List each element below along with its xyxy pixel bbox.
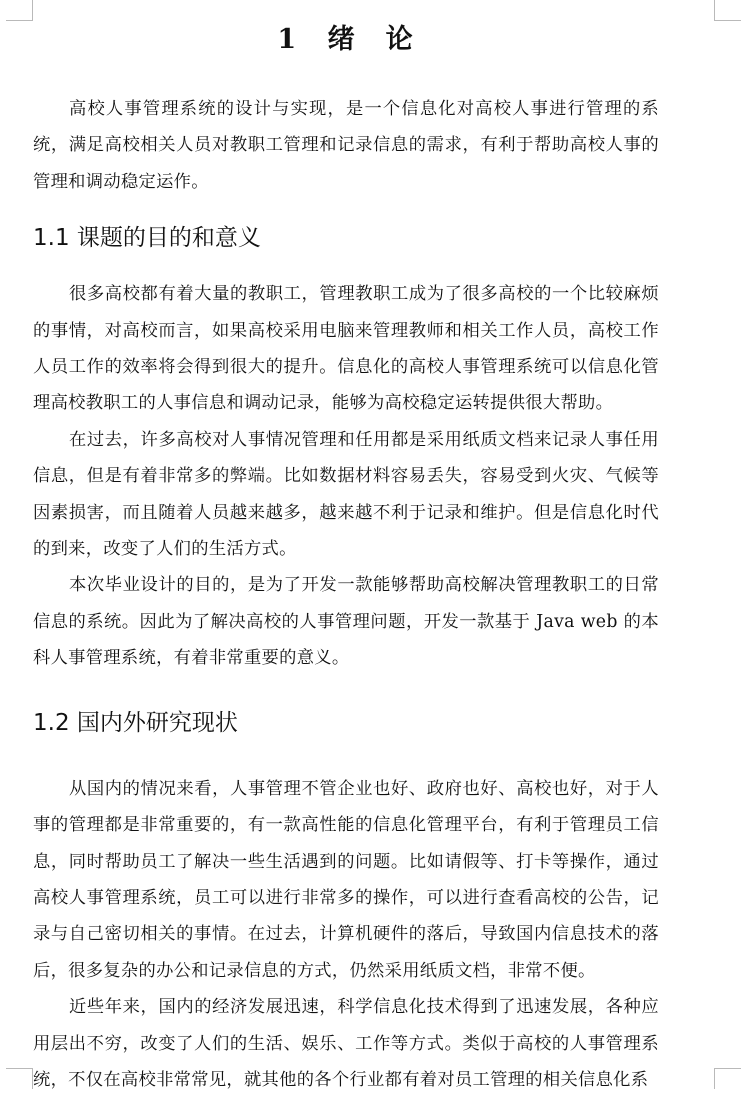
section-1-1-paragraph-3: 本次毕业设计的目的，是为了开发一款能够帮助高校解决管理教职工的日常信息的系统。因此为了解决高校的人事管理问题，开发一款基于 Java web 的本科人事管理系统，有着非常重要的意义。 [33, 575, 659, 669]
section-1-1-paragraph-1: 很多高校都有着大量的教职工，管理教职工成为了很多高校的一个比较麻烦的事情，对高校而言，如果高校采用电脑来管理教师和相关工作人员，高校工作人员工作的效率将会得到很大的提升。信息化的高校人事管理系统可以信息化管理高校教职工的人事信息和调动记录，能够为高校稳定运转提供很大帮助。 [33, 284, 659, 414]
page-corner-mark-bottom-right [714, 1068, 741, 1089]
page-corner-mark-top-left [6, 0, 33, 21]
chapter-title: 1 绪 论 [277, 24, 415, 55]
section-1-2-paragraph-2: 近些年来，国内的经济发展迅速，科学信息化技术得到了迅速发展，各种应用层出不穷，改变了人们的生活、娱乐、工作等方式。类似于高校的人事管理系统，不仅在高校非常常见，就其他的各个行业都有着对员工管理的相关信息化系 [33, 997, 659, 1090]
section-1-1-paragraph-2: 在过去，许多高校对人事情况管理和任用都是采用纸质文档来记录人事任用信息，但是有着非常多的弊端。比如数据材料容易丢失，容易受到火灾、气候等因素损害，而且随着人员越来越多，越来越不利于记录和维护。但是信息化时代的到来，改变了人们的生活方式。 [33, 429, 659, 560]
intro-paragraph: 高校人事管理系统的设计与实现，是一个信息化对高校人事进行管理的系统，满足高校相关人员对教职工管理和记录信息的需求，有利于帮助高校人事的管理和调动稳定运作。 [33, 99, 659, 192]
document-page [33, 0, 659, 1098]
section-1-2-paragraph-1: 从国内的情况来看，人事管理不管企业也好、政府也好、高校也好，对于人事的管理都是非常重要的，有一款高性能的信息化管理平台，有利于管理员工信息，同时帮助员工了解决一些生活遇到的问题。比如请假等、打卡等操作，通过高校人事管理系统，员工可以进行非常多的操作，可以进行查看高校的公告，记录与自己密切相关的事情。在过去，计算机硬件的落后，导致国内信息技术的落后，很多复杂的办公和记录信息的方式，仍然采用纸质文档，非常不便。 [33, 778, 659, 981]
page-corner-mark-top-right [714, 0, 741, 21]
section-1-1-title: 1.1 课题的目的和意义 [33, 225, 261, 252]
section-1-2-title: 1.2 国内外研究现状 [33, 709, 238, 736]
page-corner-mark-bottom-left [6, 1068, 33, 1089]
